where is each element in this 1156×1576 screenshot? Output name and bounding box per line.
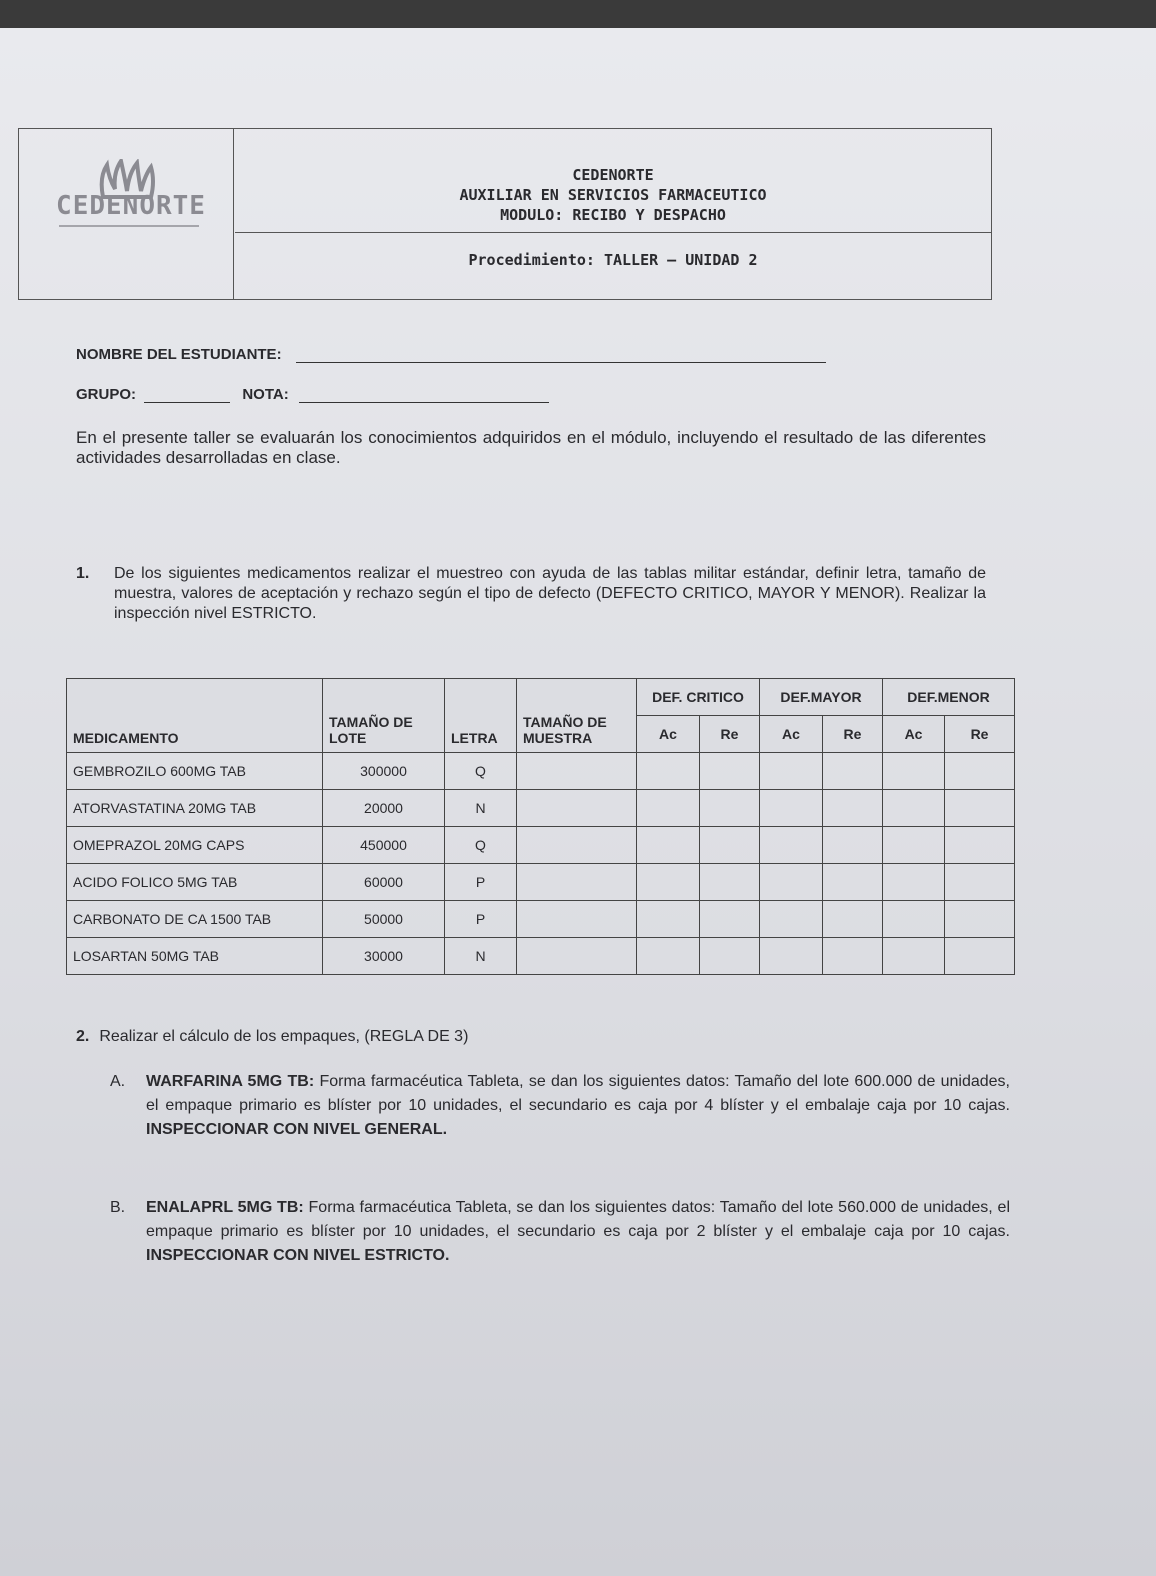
cell-critico-ac[interactable] — [637, 938, 700, 975]
cell-menor-ac[interactable] — [883, 827, 945, 864]
cell-mayor-re[interactable] — [823, 901, 883, 938]
question-2 — [76, 1028, 468, 1046]
question-2-text: Realizar el cálculo de los empaques, (REGLA DE 3) — [99, 1028, 469, 1045]
header-mayor-ac: Ac — [760, 716, 823, 753]
header-menor-re: Re — [945, 716, 1015, 753]
cell-critico-ac[interactable] — [637, 864, 700, 901]
cell-menor-ac[interactable] — [883, 901, 945, 938]
cell-mayor-ac[interactable] — [760, 753, 823, 790]
cell-muestra[interactable] — [517, 864, 637, 901]
logo-underline — [59, 225, 199, 227]
header-module: MODULO: RECIBO Y DESPACHO — [500, 206, 726, 224]
item-a — [110, 1070, 1010, 1142]
cell-lote: 60000 — [323, 864, 445, 901]
cell-lote: 20000 — [323, 790, 445, 827]
cell-critico-re[interactable] — [700, 901, 760, 938]
logo-text: CEDENORTE — [56, 191, 206, 221]
item-a-label: A. — [110, 1073, 126, 1090]
question-1 — [76, 564, 986, 624]
item-a-title: WARFARINA 5MG TB: — [146, 1073, 315, 1090]
item-a-text: Forma farmacéutica Tableta, se dan los siguientes datos: Tamaño del lote 600.000 de unidades, el empaque primario es blíster por 10 unidades, el secundario es caja por 4 blíster y el embalaje caja por 10 cajas. — [146, 1073, 1010, 1114]
header-menor-ac: Ac — [883, 716, 945, 753]
cell-critico-re[interactable] — [700, 827, 760, 864]
cell-mayor-ac[interactable] — [760, 790, 823, 827]
sampling-table — [66, 678, 1015, 975]
intro-paragraph: En el presente taller se evaluarán los conocimientos adquiridos en el módulo, incluyendo el resultado de las diferentes actividades desarrolladas en clase. — [76, 428, 986, 467]
item-a-instruction: INSPECCIONAR CON NIVEL GENERAL. — [146, 1121, 448, 1138]
header-letra: LETRA — [445, 679, 517, 753]
cell-muestra[interactable] — [517, 790, 637, 827]
question-2-number: 2. — [76, 1028, 90, 1045]
question-1-text: De los siguientes medicamentos realizar el muestreo con ayuda de las tablas militar estándar, definir letra, tamaño de muestra, valores de aceptación y rechazo según el tipo de defecto (DEFECTO CRITICO, MAYOR Y MENOR). Realizar la inspección nivel ESTRICTO. — [114, 565, 986, 622]
cell-critico-re[interactable] — [700, 864, 760, 901]
cell-critico-re[interactable] — [700, 753, 760, 790]
cell-critico-ac[interactable] — [637, 901, 700, 938]
cell-menor-re[interactable] — [945, 938, 1015, 975]
cell-menor-re[interactable] — [945, 790, 1015, 827]
table-row — [67, 753, 1015, 790]
header-mayor-re: Re — [823, 716, 883, 753]
cell-muestra[interactable] — [517, 901, 637, 938]
cell-mayor-re[interactable] — [823, 864, 883, 901]
cell-letra: N — [445, 938, 517, 975]
grade-label: NOTA: — [242, 386, 289, 403]
cell-menor-ac[interactable] — [883, 938, 945, 975]
cell-mayor-re[interactable] — [823, 790, 883, 827]
cell-mayor-re[interactable] — [823, 827, 883, 864]
table-row — [67, 864, 1015, 901]
cell-medicamento: GEMBROZILO 600MG TAB — [67, 753, 323, 790]
cell-medicamento: LOSARTAN 50MG TAB — [67, 938, 323, 975]
header-muestra: TAMAÑO DE MUESTRA — [517, 679, 637, 753]
cell-menor-ac[interactable] — [883, 753, 945, 790]
cell-critico-ac[interactable] — [637, 827, 700, 864]
cell-mayor-re[interactable] — [823, 938, 883, 975]
cell-menor-re[interactable] — [945, 864, 1015, 901]
table-row — [67, 827, 1015, 864]
cell-muestra[interactable] — [517, 938, 637, 975]
cell-lote: 450000 — [323, 827, 445, 864]
cell-muestra[interactable] — [517, 827, 637, 864]
group-label: GRUPO: — [76, 386, 136, 403]
item-b-label: B. — [110, 1199, 126, 1216]
item-a-body — [146, 1070, 1010, 1142]
header-title-cell — [235, 129, 991, 233]
group-grade-field — [76, 386, 549, 403]
item-b — [110, 1196, 1010, 1268]
cell-mayor-ac[interactable] — [760, 901, 823, 938]
student-name-field — [76, 346, 826, 363]
document-header — [18, 128, 992, 300]
header-critico-ac: Ac — [637, 716, 700, 753]
header-lote: TAMAÑO DE LOTE — [323, 679, 445, 753]
item-b-title: ENALAPRL 5MG TB: — [146, 1199, 304, 1216]
cell-letra: P — [445, 864, 517, 901]
grade-line[interactable] — [299, 388, 549, 403]
header-def-menor: DEF.MENOR — [883, 679, 1015, 716]
cell-mayor-ac[interactable] — [760, 938, 823, 975]
header-program: AUXILIAR EN SERVICIOS FARMACEUTICO — [459, 186, 767, 204]
cell-lote: 30000 — [323, 938, 445, 975]
cell-medicamento: CARBONATO DE CA 1500 TAB — [67, 901, 323, 938]
cell-critico-re[interactable] — [700, 938, 760, 975]
cell-medicamento: ACIDO FOLICO 5MG TAB — [67, 864, 323, 901]
item-b-instruction: INSPECCIONAR CON NIVEL ESTRICTO. — [146, 1247, 450, 1264]
logo-cell — [19, 129, 234, 299]
cell-menor-re[interactable] — [945, 901, 1015, 938]
cell-medicamento: OMEPRAZOL 20MG CAPS — [67, 827, 323, 864]
header-def-mayor: DEF.MAYOR — [760, 679, 883, 716]
cell-lote: 300000 — [323, 753, 445, 790]
item-b-text: Forma farmacéutica Tableta, se dan los siguientes datos: Tamaño del lote 560.000 de unidades, el empaque primario es blíster por 10 unidades, el secundario es caja por 2 blíster y el embalaje caja por 10 cajas. — [146, 1199, 1010, 1240]
cell-critico-re[interactable] — [700, 790, 760, 827]
cell-menor-ac[interactable] — [883, 790, 945, 827]
cell-letra: N — [445, 790, 517, 827]
header-institution: CEDENORTE — [572, 166, 654, 184]
cell-menor-re[interactable] — [945, 827, 1015, 864]
group-line[interactable] — [144, 388, 230, 403]
student-name-line[interactable] — [296, 348, 826, 363]
question-1-number: 1. — [76, 565, 90, 582]
worksheet-page — [0, 28, 1156, 1576]
header-medicamento: MEDICAMENTO — [67, 679, 323, 753]
item-b-body — [146, 1196, 1010, 1268]
student-name-label: NOMBRE DEL ESTUDIANTE: — [76, 346, 282, 363]
cell-letra: Q — [445, 753, 517, 790]
cell-muestra[interactable] — [517, 753, 637, 790]
cell-critico-ac[interactable] — [637, 790, 700, 827]
table-row — [67, 938, 1015, 975]
cell-mayor-ac[interactable] — [760, 827, 823, 864]
cell-mayor-ac[interactable] — [760, 864, 823, 901]
table-row — [67, 790, 1015, 827]
cell-mayor-re[interactable] — [823, 753, 883, 790]
cell-medicamento: ATORVASTATINA 20MG TAB — [67, 790, 323, 827]
header-procedure: Procedimiento: TALLER – UNIDAD 2 — [468, 251, 758, 269]
header-def-critico: DEF. CRITICO — [637, 679, 760, 716]
cell-menor-re[interactable] — [945, 753, 1015, 790]
cell-menor-ac[interactable] — [883, 864, 945, 901]
cell-letra: Q — [445, 827, 517, 864]
header-procedure-cell — [235, 235, 991, 299]
cell-lote: 50000 — [323, 901, 445, 938]
cell-letra: P — [445, 901, 517, 938]
table-row — [67, 901, 1015, 938]
header-critico-re: Re — [700, 716, 760, 753]
cell-critico-ac[interactable] — [637, 753, 700, 790]
